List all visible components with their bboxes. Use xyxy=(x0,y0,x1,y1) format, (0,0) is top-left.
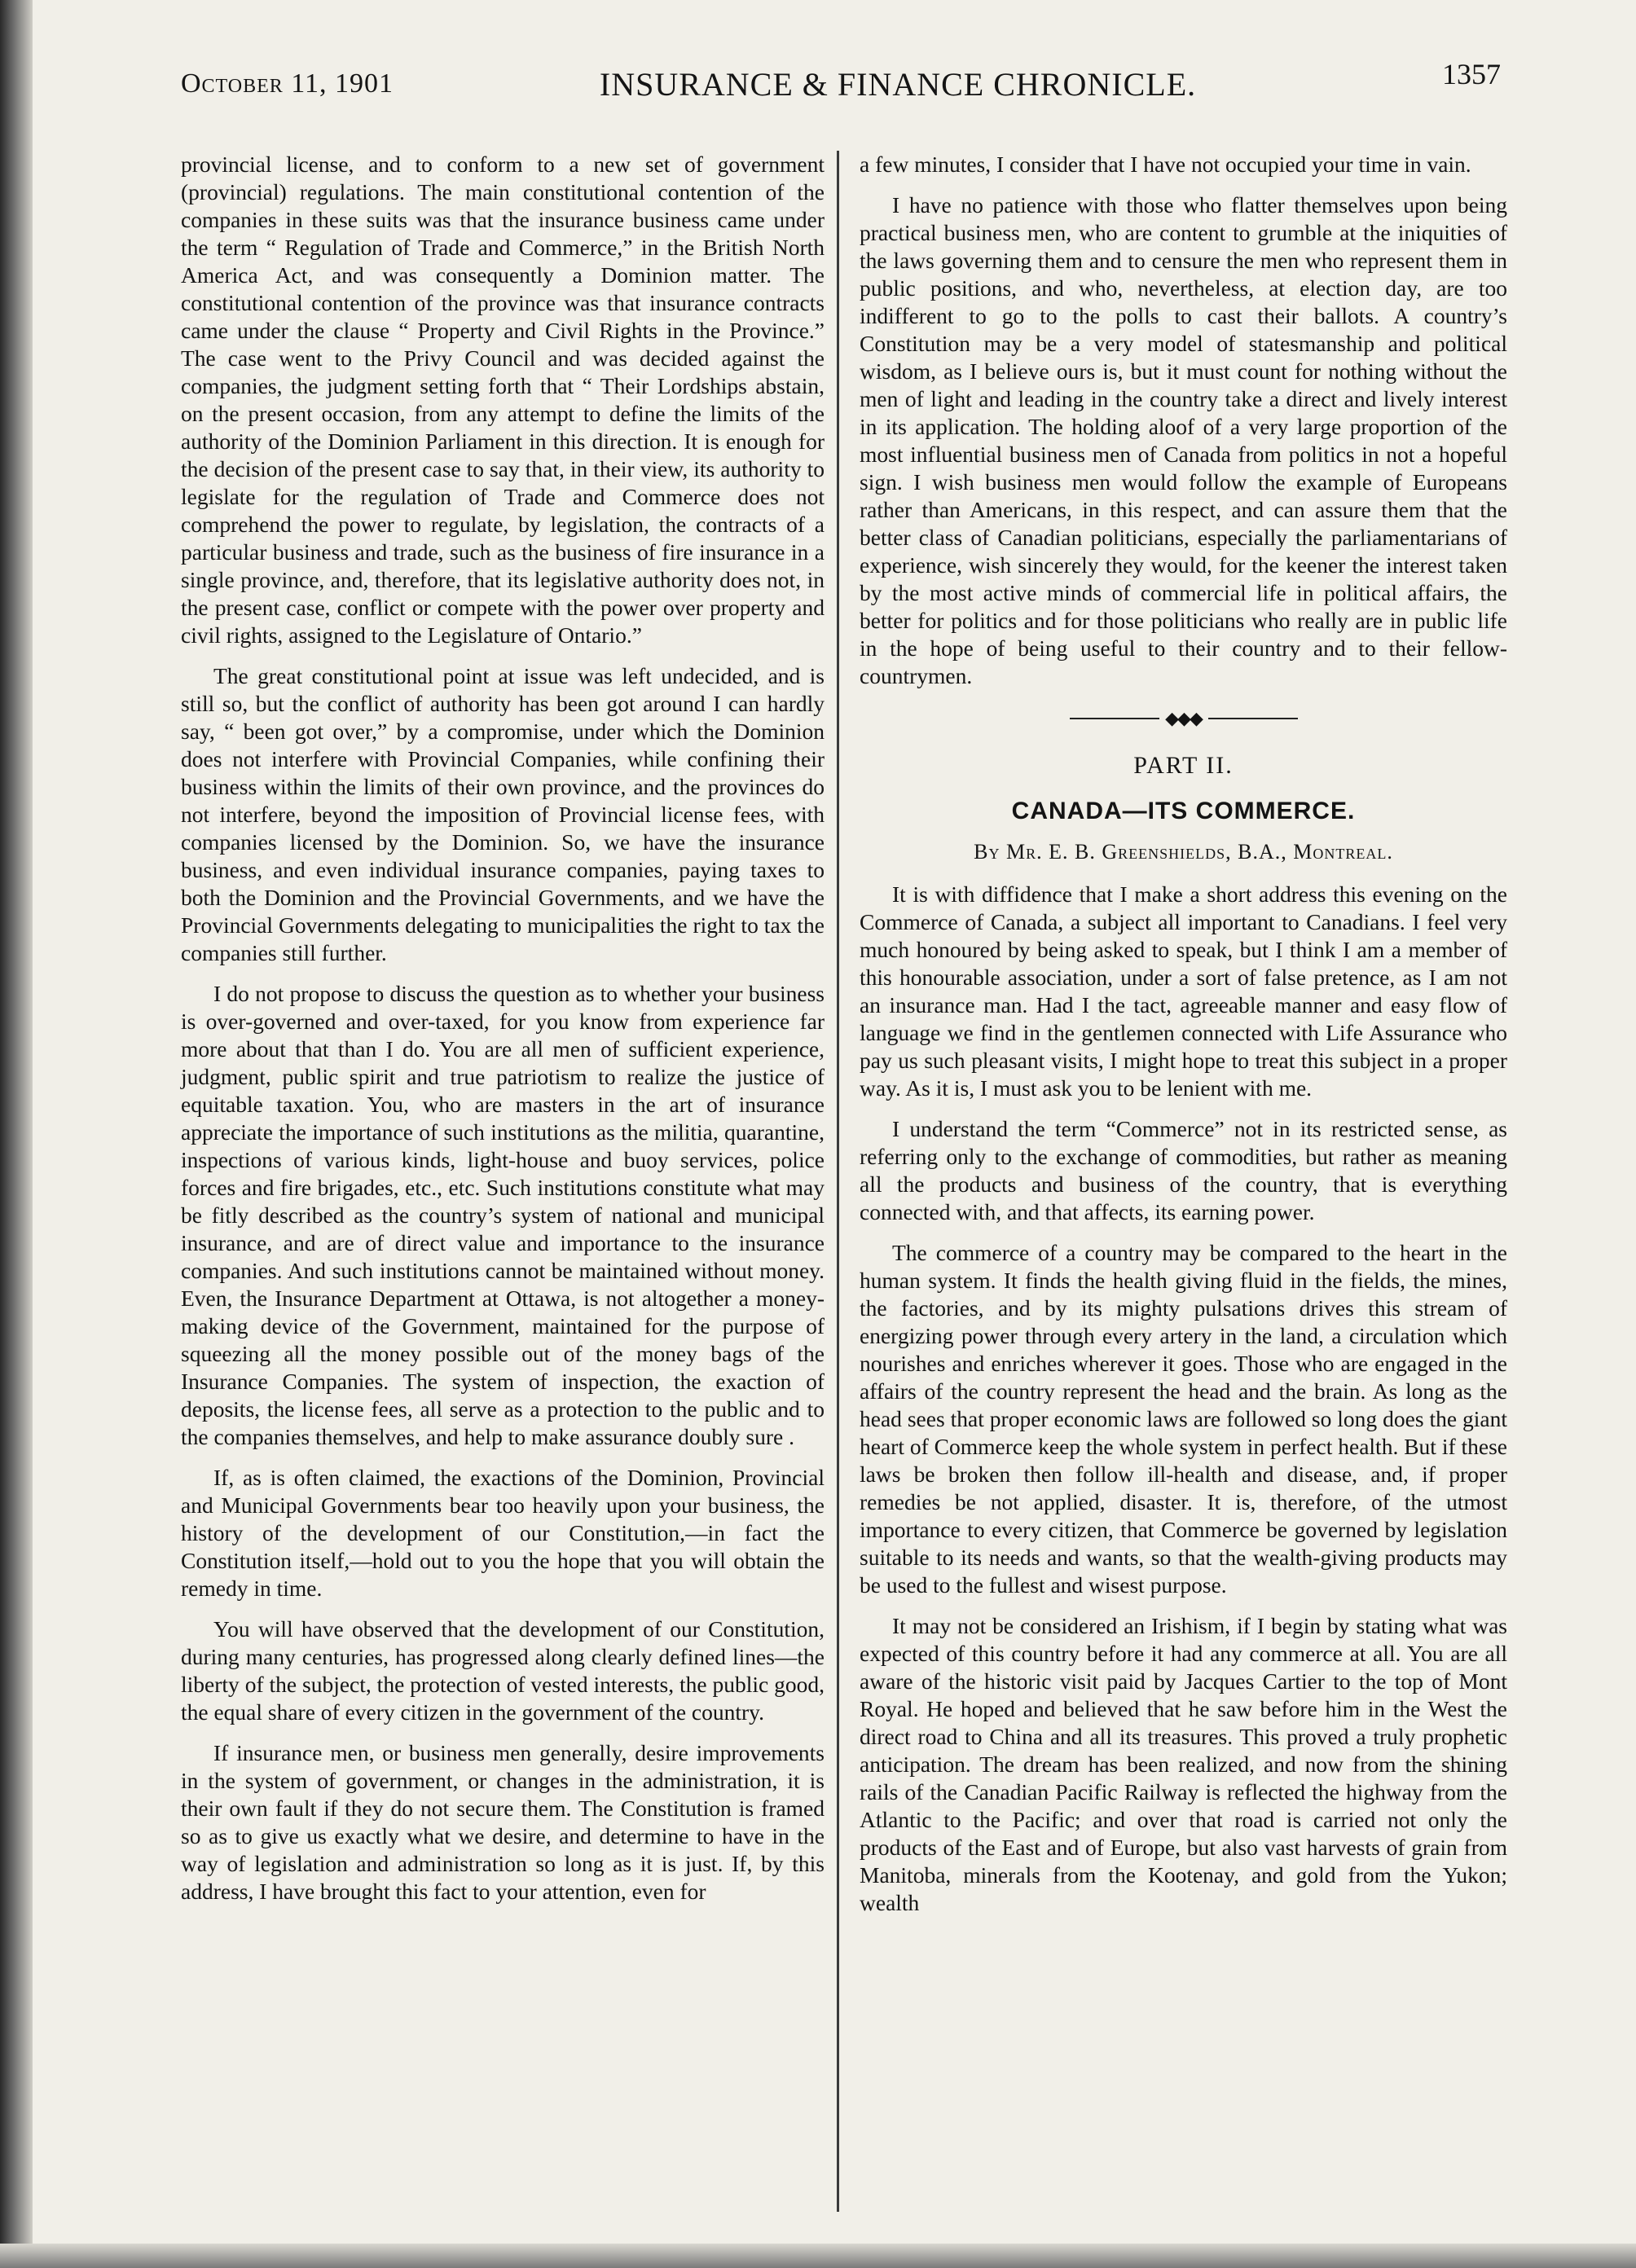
left-column xyxy=(181,151,825,1919)
paragraph: The commerce of a country may be compared to the heart in the human system. It finds the health giving fluid in the fields, the mines, the factories, and by its mighty pulsations drives this stream of energizing power through every artery in the land, a circulation which nourishes and enriches wherever it goes. Those who are engaged in the affairs of the country represent the head and the brain. As long as the head sees that proper economic laws are followed so long does the giant heart of Commerce keep the whole system in perfect health. But if these laws be broken then follow ill-health and disease, and, if proper remedies be not applied, disaster. It is, therefore, of the utmost importance to every citizen, that Commerce be governed by legislation suitable to its needs and wants, so that the wealth-giving products may be used to the fullest and wisest purpose. xyxy=(860,1240,1507,1598)
paragraph: It may not be considered an Irishism, if I begin by stating what was expected of this country before it had any commerce at all. You are all aware of the historic visit paid by Jacques Cartier to the top of Mont Royal. He hoped and believed that he saw before him in the West the direct road to China and all its treasures. This proved a truly prophetic anticipation. The dream has been realized, and now from the shining rails of the Canadian Pacific Railway is reflected the highway from the Atlantic to the Pacific; and over that road is carried not only the products of the East and of Europe, but also vast harvests of grain from Manitoba, minerals from the Kootenay, and gold from the Yukon; wealth xyxy=(860,1613,1507,1915)
paragraph: I do not propose to discuss the question as to whether your business is over-governed and over-taxed, for you know from experience far more about that than I do. You are all men of sufficient experience, judgment, public spirit and true patriotism to realize the justice of equitable taxation. You, who are masters in the art of insurance appreciate the importance of such institutions as the militia, quarantine, inspections of various kinds, light-house and buoy services, police forces and fire brigades, etc., etc. Such institutions constitute what may be fitly described as the country’s system of national and municipal insurance, and are of direct value and importance to the insurance companies. And such institutions cannot be maintained without money. Even, the Insurance Department at Ottawa, is not altogether a money-making device of the Government, maintained for the purpose of squeezing all the money possible out of the money bags of the Insurance Companies. The system of inspection, the exaction of deposits, the license fees, all serve as a protection to the public and to the companies themselves, and help to make assurance doubly sure . xyxy=(181,981,825,1449)
byline: By Mr. E. B. Greenshields, B.A., Montreal. xyxy=(974,840,1393,864)
part-heading: PART II. xyxy=(1133,752,1234,779)
paragraph: I have no patience with those who flatter themselves upon being practical business men, who are content to grumble at the iniquities of the laws governing them and to censure the men who represent them in public positions, and who, nevertheless, at election day, are too indifferent to go to the polls to cast their ballots. A country’s Constitution may be a very model of statesmanship and political wisdom, as I believe ours is, but it must count for nothing without the men of light and leading in the country take a direct and lively interest in its application. The holding aloof of a very large proportion of the most influential business men of Canada from politics in not a hopeful sign. I wish business men would follow the example of Europeans rather than Americans, in this respect, and can assure them that the better class of Canadian politicians, especially the parliamentarians of experience, wish sincerely they would, for the keener the interest taken by the most active minds of commercial life in political affairs, the better for politics and for those politicians who really are in public life in the hope of being useful to their country and to their fellow-countrymen. xyxy=(860,192,1507,688)
page-number: 1357 xyxy=(1442,58,1501,90)
paragraph: If insurance men, or business men generally, desire improvements in the system of government, or changes in the administration, it is their own fault if they do not secure them. The Constitution is framed so as to give us exactly what we desire, and determine to have in the way of legislation and administration so long as it is just. If, by this address, I have brought this fact to your attention, even for xyxy=(181,1740,825,1904)
paragraph: a few minutes, I consider that I have not occupied your time in vain. xyxy=(860,152,1471,177)
paragraph: provincial license, and to conform to a new set of government (provincial) regulations. The main constitutional contention of the companies in these suits was that the insurance business came under the term “ Regulation of Trade and Commerce,” in the British North America Act, and was consequently a Dominion matter. The constitutional contention of the province was that insurance contracts came under the clause “ Property and Civil Rights in the Province.” The case went to the Privy Council and was decided against the companies, the judgment setting forth that “ Their Lordships abstain, on the present occasion, from any attempt to define the limits of the authority of the Dominion Parliament in this direction. It is enough for the decision of the present case to say that, in their view, its authority to legislate for the regulation of Trade and Commerce does not comprehend the power to regulate, by legislation, the contracts of a particular business and trade, such as the business of fire insurance in a single province, and, therefore, that its legislative authority does not, in the present case, conflict or compete with the power over property and civil rights, assigned to the Legislature of Ontario.” xyxy=(181,152,825,648)
paragraph: The great constitutional point at issue was left undecided, and is still so, but the conflict of authority has been got around I can hardly say, “ been got over,” by a compromise, under which the Dominion does not interfere with Provincial Companies, while confining their business within the limits of their own province, and the provinces do not interfere, beyond the imposition of Provincial license fees, with companies licensed by the Dominion. So, we have the insurance business, and even individual insurance companies, paying taxes to both the Dominion and the Provincial Governments, and we have the Provincial Governments delegating to municipalities the right to tax the companies still further. xyxy=(181,663,825,965)
issue-date: October 11, 1901 xyxy=(181,68,394,99)
ornamental-divider xyxy=(1070,710,1298,727)
paragraph: It is with diffidence that I make a short address this evening on the Commerce of Canada, a subject all important to Canadians. I feel very much honoured by being asked to speak, but I think I am a member of this honourable association, under a sort of false pretence, as I am not an insurance man. Had I the tact, agreeable manner and easy flow of language we find in the gentlemen connected with Life Assurance who pay us such pleasant visits, I might hope to treat this subject in a proper way. As it is, I must ask you to be lenient with me. xyxy=(860,881,1507,1101)
scan-edge-bottom xyxy=(0,2244,1636,2268)
page-header xyxy=(181,57,1501,122)
scan-edge-left xyxy=(0,0,33,2268)
paragraph: You will have observed that the development of our Constitution, during many centuries, has progressed along clearly defined lines—the liberty of the subject, the protection of vested interests, the public good, the equal share of every citizen in the government of the country. xyxy=(181,1616,825,1725)
publication-title: INSURANCE & FINANCE CHRONICLE. xyxy=(599,66,1197,103)
paragraph: If, as is often claimed, the exactions of the Dominion, Provincial and Municipal Governments bear too heavily upon your business, the history of the development of our Constitution,—in fact the Constitution itself,—hold out to you the hope that you will obtain the remedy in time. xyxy=(181,1465,825,1601)
column-rule xyxy=(837,151,839,2212)
section-heading: CANADA—ITS COMMERCE. xyxy=(1011,798,1356,824)
right-column xyxy=(860,151,1507,1930)
diamond-ornament-icon: ◆◆◆ xyxy=(1159,710,1208,727)
paragraph: I understand the term “Commerce” not in its restricted sense, as referring only to the exchange of commodities, but rather as meaning all the products and business of the country, that is everything connected with, and that affects, its earning power. xyxy=(860,1116,1507,1224)
